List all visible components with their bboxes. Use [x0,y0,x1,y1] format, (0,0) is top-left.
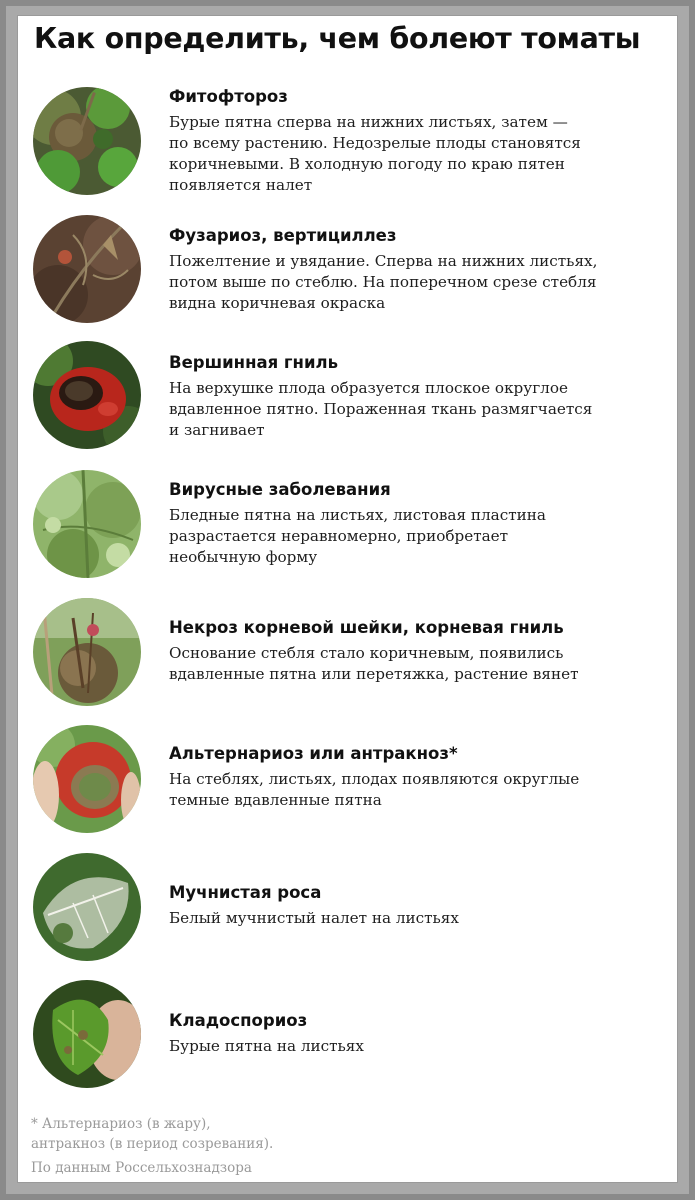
blossom-end-rot-photo [33,341,141,449]
disease-name: Кладоспориоз [169,1011,308,1030]
source-note: По данным Россельхознадзора [31,1160,252,1176]
wilted-plant-photo [33,215,141,323]
disease-description: Бледные пятна на листьях, листовая пластина разрастается неравномерно, приобретает необычную форму [169,506,546,566]
disease-description: На стеблях, листьях, плодах появляются округлые темные вдавленные пятна [169,770,580,809]
disease-name: Фитофтороз [169,87,288,106]
powdery-mildew-leaf-photo [33,853,141,961]
disease-name: Некроз корневой шейки, корневая гниль [169,618,564,637]
cladosporium-leaf-photo [33,980,141,1088]
disease-name: Вершинная гниль [169,353,339,372]
root-rot-photo [33,598,141,706]
disease-description: Бурые пятна на листьях [169,1037,364,1055]
anthracnose-fruit-photo [33,725,141,833]
late-blight-tomato-photo [33,87,141,195]
disease-description: Основание стебля стало коричневым, появились вдавленные пятна или перетяжка, растение вянет [169,644,579,683]
disease-name: Фузариоз, вертициллез [169,226,397,245]
viral-leaves-photo [33,470,141,578]
disease-description: Белый мучнистый налет на листьях [169,909,459,927]
disease-description: Пожелтение и увядание. Сперва на нижних листьях, потом выше по стеблю. На поперечном срезе стебля видна коричневая окраска [169,252,598,312]
footnote-line: * Альтернариоз (в жару), [31,1116,211,1132]
disease-name: Альтернариоз или антракноз* [169,744,458,763]
page-title: Как определить, чем болеют томаты [34,22,641,55]
disease-description: На верхушке плода образуется плоское округлое вдавленное пятно. Пораженная ткань размягчается и загнивает [169,379,593,439]
footnote-line: антракноз (в период созревания). [31,1136,274,1152]
disease-name: Вирусные заболевания [169,480,391,499]
disease-name: Мучнистая роса [169,883,322,902]
disease-description: Бурые пятна сперва на нижних листьях, затем — по всему растению. Недозрелые плоды становятся коричневыми. В холодную погоду по краю пятен появляется налет [169,113,581,194]
